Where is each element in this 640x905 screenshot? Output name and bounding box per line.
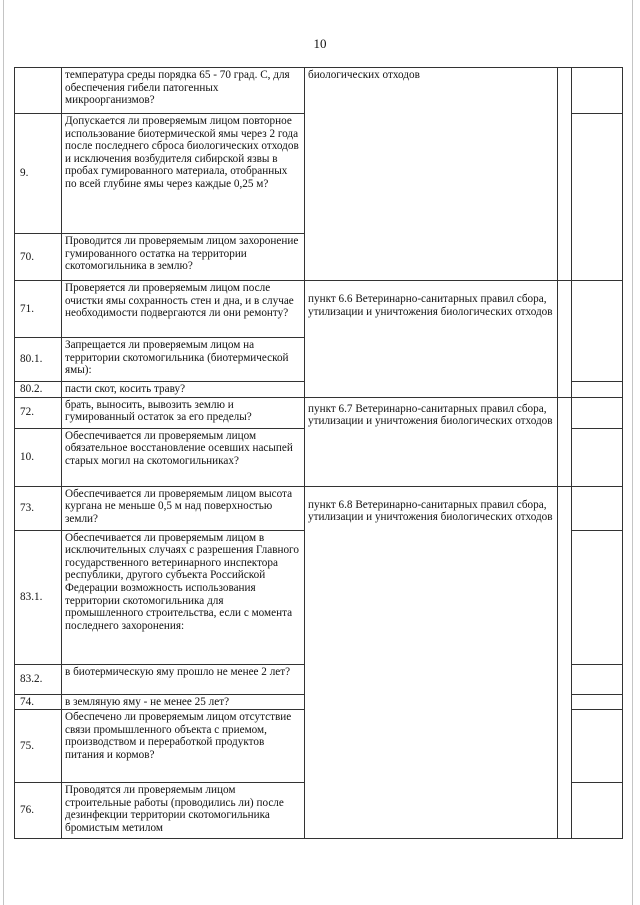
question-cell: пасти скот, косить траву?	[62, 382, 305, 398]
blank-cell	[572, 694, 623, 710]
blank-cell	[558, 486, 572, 839]
question-cell: брать, выносить, вывозить землю и гумированный остаток за его пределы?	[62, 397, 305, 428]
reference-cell: биологических отходов	[305, 68, 558, 281]
blank-cell	[572, 281, 623, 382]
row-number: 71.	[15, 281, 62, 338]
row-number: 80.2.	[15, 382, 62, 398]
reference-cell: пункт 6.8 Ветеринарно-санитарных правил сбора, утилизации и уничтожения биологических отходов	[305, 486, 558, 839]
checklist-table	[14, 67, 623, 839]
row-number	[15, 68, 62, 114]
reference-cell: пункт 6.6 Ветеринарно-санитарных правил сбора, утилизации и уничтожения биологических отходов	[305, 281, 558, 398]
table-row	[15, 397, 623, 428]
blank-cell	[572, 114, 623, 281]
question-cell: температура среды порядка 65 - 70 град. С, для обеспечения гибели патогенных микроорганизмов?	[62, 68, 305, 114]
blank-cell	[572, 783, 623, 839]
blank-cell	[558, 281, 572, 398]
question-cell: в земляную яму - не менее 25 лет?	[62, 694, 305, 710]
question-cell: Допускается ли проверяемым лицом повторное использование биотермической ямы через 2 года после последнего сброса биологических отходов и исключения возбудителя сибирской язвы в пробах гумированного материала, отобранных по всей глубине ямы через каждые 0,25 м?	[62, 114, 305, 234]
question-cell: Проверяется ли проверяемым лицом после очистки ямы сохранность стен и дна, и в случае необходимости подвергаются ли они ремонту?	[62, 281, 305, 338]
table-row	[15, 68, 623, 114]
row-number: 76.	[15, 783, 62, 839]
row-number: 83.2.	[15, 664, 62, 694]
question-cell: Обеспечено ли проверяемым лицом отсутствие связи промышленного объекта с приемом, производством и переработкой продуктов питания и кормов?	[62, 710, 305, 783]
question-cell: Проводятся ли проверяемым лицом строительные работы (проводились ли) после дезинфекции территории скотомогильника бромистым метилом	[62, 783, 305, 839]
question-cell: Обеспечивается ли проверяемым лицом обязательное восстановление осевших насыпей старых могил на скотомогильниках?	[62, 428, 305, 486]
question-cell: Запрещается ли проверяемым лицом на территории скотомогильника (биотермической ямы):	[62, 338, 305, 382]
blank-cell	[572, 397, 623, 428]
row-number: 10.	[15, 428, 62, 486]
blank-cell	[572, 382, 623, 398]
table-row	[15, 281, 623, 338]
blank-cell	[572, 486, 623, 530]
question-cell: Обеспечивается ли проверяемым лицом высота кургана не меньше 0,5 м над поверхностью земли?	[62, 486, 305, 530]
blank-cell	[558, 68, 572, 281]
blank-cell	[572, 530, 623, 664]
row-number: 80.1.	[15, 338, 62, 382]
row-number: 75.	[15, 710, 62, 783]
scan-edge-line	[3, 0, 4, 905]
table-row	[15, 486, 623, 530]
row-number: 74.	[15, 694, 62, 710]
blank-cell	[572, 428, 623, 486]
blank-cell	[558, 397, 572, 486]
question-cell: в биотермическую яму прошло не менее 2 лет?	[62, 664, 305, 694]
page-number: 10	[313, 36, 327, 51]
row-number: 83.1.	[15, 530, 62, 664]
blank-cell	[572, 68, 623, 114]
reference-cell: пункт 6.7 Ветеринарно-санитарных правил сбора, утилизации и уничтожения биологических отходов	[305, 397, 558, 486]
question-cell: Проводится ли проверяемым лицом захоронение гумированного остатка на территории скотомогильника в землю?	[62, 234, 305, 281]
question-cell: Обеспечивается ли проверяемым лицом в исключительных случаях с разрешения Главного государственного ветеринарного инспектора республики, другого субъекта Российской Федерации возможность использования территории скотомогильника для промышленного строительства, если с момента последнего захоронения:	[62, 530, 305, 664]
row-number: 73.	[15, 486, 62, 530]
row-number: 9.	[15, 114, 62, 234]
scan-edge-line	[632, 0, 633, 905]
blank-cell	[572, 664, 623, 694]
row-number: 70.	[15, 234, 62, 281]
row-number: 72.	[15, 397, 62, 428]
blank-cell	[572, 710, 623, 783]
